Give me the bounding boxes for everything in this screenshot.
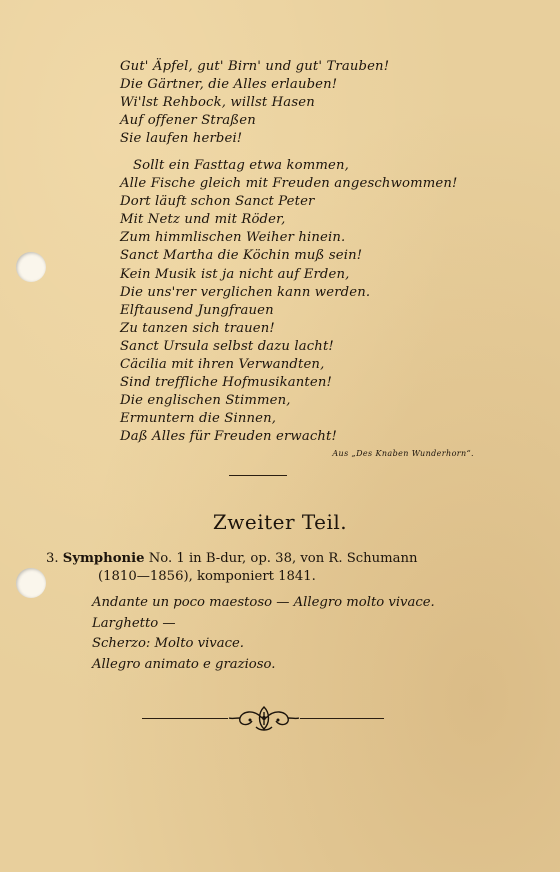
movement-item: Andante un poco maestoso — Allegro molto vivace. [92, 595, 435, 610]
poem-line: Daß Alles für Freuden erwacht! [120, 429, 337, 445]
poem-line: Die uns'rer verglichen kann werden. [120, 284, 371, 300]
program-number: 3. [46, 551, 59, 566]
poem-line: Sollt ein Fasttag etwa kommen, [133, 158, 349, 173]
program-work-dates: (1810—1856), komponiert 1841. [98, 569, 316, 584]
poem-stanza-2 [120, 157, 457, 447]
ornament-rule-right [300, 718, 384, 719]
poem-line: Auf offener Straßen [120, 113, 256, 129]
program-work-details: No. 1 in B-dur, op. 38, von R. Schumann [148, 551, 418, 566]
poem-line: Cäcilia mit ihren Verwandten, [120, 357, 325, 373]
poem-line: Die Gärtner, die Alles erlauben! [120, 77, 338, 93]
poem-line: Sanct Ursula selbst dazu lacht! [120, 338, 334, 354]
poem-line: Sie laufen herbei! [120, 131, 243, 147]
poem-line: Alle Fische gleich mit Freuden angeschwommen! [120, 176, 458, 192]
poem-line: Dort läuft schon Sanct Peter [120, 194, 315, 210]
movement-item: Scherzo: Molto vivace. [92, 636, 244, 651]
poem-line: Sanct Martha die Köchin muß sein! [120, 248, 363, 264]
poem-line: Elftausend Jungfrauen [120, 302, 274, 318]
poem-line: Gut' Äpfel, gut' Birn' und gut' Trauben! [120, 59, 390, 74]
poem-line: Wi'lst Rehbock, willst Hasen [120, 95, 315, 111]
poem-line: Ermuntern die Sinnen, [120, 411, 277, 427]
poem-line: Sind treffliche Hofmusikanten! [120, 375, 332, 391]
poem-line: Kein Musik ist ja nicht auf Erden, [120, 266, 350, 282]
movement-list [92, 593, 435, 675]
punch-hole-bottom [16, 568, 46, 598]
short-divider [229, 475, 287, 476]
poem-line: Die englischen Stimmen, [120, 393, 291, 409]
punch-hole-top [16, 252, 46, 282]
ornament-flourish-icon [228, 703, 300, 733]
poem-line: Zu tanzen sich trauen! [120, 320, 275, 336]
section-heading: Zweiter Teil. [212, 510, 348, 534]
poem-stanza-1 [120, 58, 389, 148]
poem-line: Zum himmlischen Weiher hinein. [120, 230, 346, 246]
movement-item: Larghetto — [92, 615, 176, 631]
poem-line: Mit Netz und mit Röder, [120, 212, 286, 228]
program-work-title: Symphonie [62, 551, 145, 566]
movement-item: Allegro animato e grazioso. [92, 656, 276, 672]
poem-source-attribution: Aus „Des Knaben Wunderhorn“. [332, 449, 474, 458]
ornament-rule-left [142, 718, 228, 719]
program-item [46, 550, 418, 586]
